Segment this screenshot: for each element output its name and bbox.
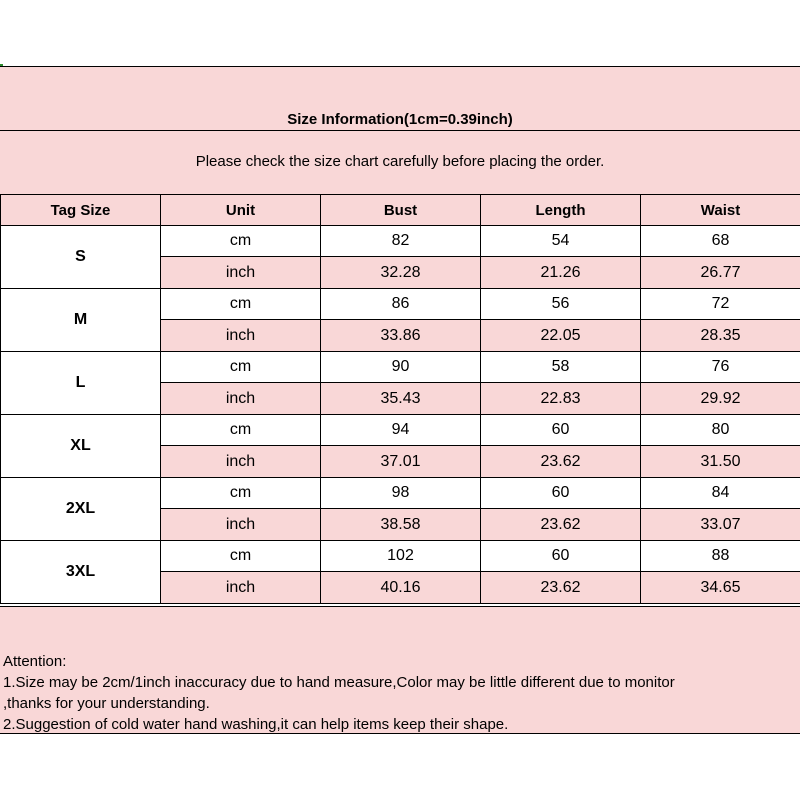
table-row <box>1 478 800 509</box>
measure-cell: 60 <box>481 541 641 572</box>
measure-cell: 34.65 <box>641 572 800 604</box>
size-info-title: Size Information(1cm=0.39inch) <box>287 111 513 128</box>
measure-cell: 76 <box>641 352 800 383</box>
measure-cell: 54 <box>481 226 641 257</box>
measure-cell: 29.92 <box>641 383 800 415</box>
measure-cell: 22.05 <box>481 320 641 352</box>
note-line: 2.Suggestion of cold water hand washing,it can help items keep their shape. <box>3 716 509 733</box>
unit-cell: cm <box>161 352 321 383</box>
unit-cell: inch <box>161 383 321 415</box>
measure-cell: 60 <box>481 415 641 446</box>
table-row <box>1 352 800 383</box>
measure-cell: 33.86 <box>321 320 481 352</box>
measure-cell: 23.62 <box>481 446 641 478</box>
measure-cell: 98 <box>321 478 481 509</box>
measure-cell: 32.28 <box>321 257 481 289</box>
size-table-body <box>1 226 800 604</box>
measure-cell: 21.26 <box>481 257 641 289</box>
measure-cell: 68 <box>641 226 800 257</box>
tag-size-cell: S <box>1 226 161 289</box>
unit-cell: cm <box>161 289 321 320</box>
tag-size-cell: 3XL <box>1 541 161 604</box>
measure-cell: 60 <box>481 478 641 509</box>
table-header-row <box>1 195 800 226</box>
notes-heading: Attention: <box>3 653 67 670</box>
table-row <box>1 541 800 572</box>
measure-cell: 35.43 <box>321 383 481 415</box>
measure-cell: 26.77 <box>641 257 800 289</box>
unit-cell: cm <box>161 415 321 446</box>
tag-size-cell: L <box>1 352 161 415</box>
measure-cell: 80 <box>641 415 800 446</box>
notice-banner <box>0 130 800 194</box>
unit-cell: inch <box>161 446 321 478</box>
measure-cell: 94 <box>321 415 481 446</box>
measure-cell: 33.07 <box>641 509 800 541</box>
unit-cell: inch <box>161 572 321 604</box>
attention-notes <box>0 606 800 734</box>
table-row <box>1 226 800 257</box>
size-table <box>0 194 800 604</box>
measure-cell: 22.83 <box>481 383 641 415</box>
column-header: Bust <box>321 195 481 226</box>
column-header: Unit <box>161 195 321 226</box>
measure-cell: 40.16 <box>321 572 481 604</box>
tag-size-cell: M <box>1 289 161 352</box>
measure-cell: 82 <box>321 226 481 257</box>
unit-cell: inch <box>161 257 321 289</box>
measure-cell: 58 <box>481 352 641 383</box>
column-header: Tag Size <box>1 195 161 226</box>
measure-cell: 23.62 <box>481 572 641 604</box>
measure-cell: 88 <box>641 541 800 572</box>
unit-cell: inch <box>161 320 321 352</box>
measure-cell: 31.50 <box>641 446 800 478</box>
unit-cell: cm <box>161 541 321 572</box>
measure-cell: 72 <box>641 289 800 320</box>
tag-size-cell: XL <box>1 415 161 478</box>
unit-cell: cm <box>161 226 321 257</box>
measure-cell: 37.01 <box>321 446 481 478</box>
column-header: Length <box>481 195 641 226</box>
table-row <box>1 415 800 446</box>
measure-cell: 56 <box>481 289 641 320</box>
unit-cell: inch <box>161 509 321 541</box>
title-banner <box>0 66 800 130</box>
tag-size-cell: 2XL <box>1 478 161 541</box>
measure-cell: 86 <box>321 289 481 320</box>
measure-cell: 28.35 <box>641 320 800 352</box>
notice-text: Please check the size chart carefully before placing the order. <box>195 153 605 170</box>
note-line: ,thanks for your understanding. <box>3 695 210 712</box>
measure-cell: 102 <box>321 541 481 572</box>
measure-cell: 84 <box>641 478 800 509</box>
measure-cell: 23.62 <box>481 509 641 541</box>
measure-cell: 90 <box>321 352 481 383</box>
unit-cell: cm <box>161 478 321 509</box>
column-header: Waist <box>641 195 800 226</box>
table-row <box>1 289 800 320</box>
measure-cell: 38.58 <box>321 509 481 541</box>
note-line: 1.Size may be 2cm/1inch inaccuracy due to hand measure,Color may be little different due to monitor <box>3 674 675 691</box>
